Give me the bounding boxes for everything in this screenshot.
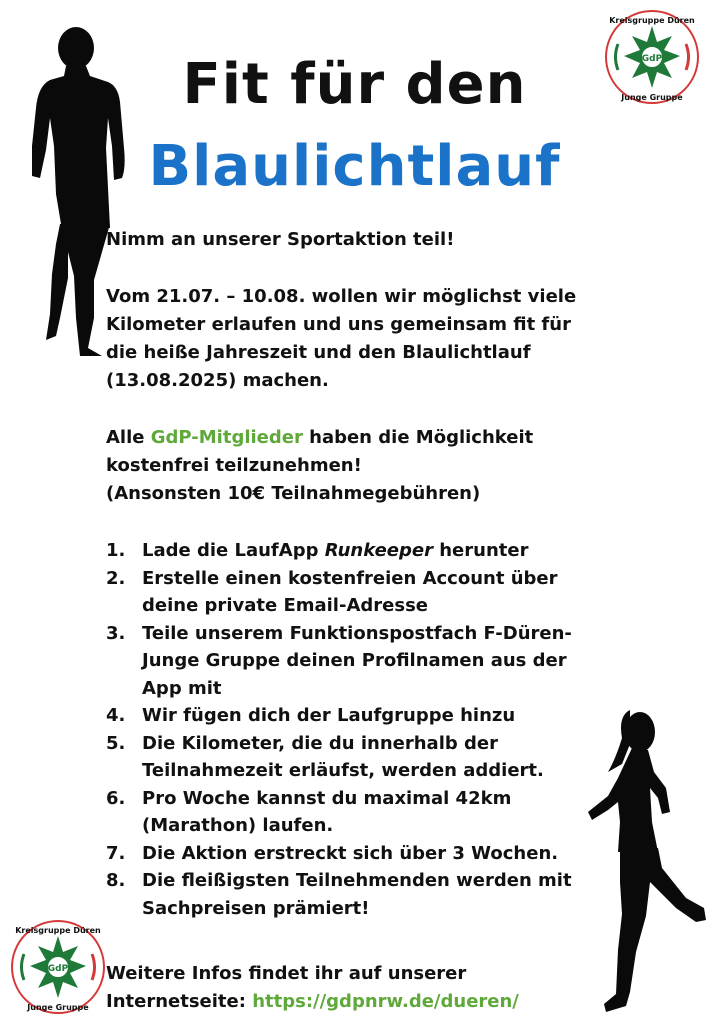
seal-top-text: Kreisgruppe Düren [15,926,101,935]
members-line-1 [106,426,533,449]
list-item-text: Sachpreisen prämiert! [142,897,370,919]
seal-emblem-text: GdP [641,54,663,64]
list-item-number: 6. [106,787,126,809]
steps-list [106,537,572,922]
paragraph-line-3: die heiße Jahreszeit und den Blaulichtlauf [106,342,531,363]
list-item [106,565,572,593]
gdp-seal-bottom-left [10,918,106,1016]
female-runner-silhouette [578,702,708,1017]
paragraph-line-4: (13.08.2025) machen. [106,370,329,391]
list-item-text: Teile unserem Funktionspostfach F-Düren- [142,622,572,644]
list-item-text: Wir fügen dich der Laufgruppe hinzu [142,705,516,726]
members-line-2: kostenfrei teilzunehmen! [106,455,362,476]
list-item [106,537,572,565]
title-line-1: Fit für den [182,52,527,117]
paragraph-line-1: Vom 21.07. – 10.08. wollen wir möglichst viele [106,286,577,307]
seal-bottom-text: Junge Gruppe [27,1003,89,1012]
list-item [106,620,572,648]
list-item-number: 4. [106,705,126,726]
list-item-text: Die Aktion erstreckt sich über 3 Wochen. [142,842,559,864]
list-item-text: Junge Gruppe deinen Profilnamen aus der [142,650,567,671]
list-item [106,840,572,868]
list-item-text: deine private Email-Adresse [142,595,428,616]
seal-emblem-text: GdP [47,964,69,974]
list-item-text: Die fleißigsten Teilnehmenden werden mit [142,870,572,891]
members-prefix: Alle [106,427,151,448]
list-item-continuation [106,592,572,620]
list-item-number: 5. [106,732,126,754]
footer-line-1: Weitere Infos findet ihr auf unserer [106,963,467,984]
members-line-3: (Ansonsten 10€ Teilnahmegebühren) [106,483,481,504]
list-item-text: Pro Woche kannst du maximal 42km [142,787,512,809]
list-item-text: (Marathon) laufen. [142,815,334,836]
list-item-text: App mit [142,677,222,699]
list-item-number: 7. [106,842,126,864]
list-item [106,702,572,730]
list-item-continuation [106,647,572,675]
list-item [106,730,572,758]
intro-text: Nimm an unserer Sportaktion teil! [106,229,455,250]
list-item-continuation [106,895,572,923]
seal-top-text: Kreisgruppe Düren [609,16,695,25]
list-item-number: 8. [106,870,126,891]
list-item-text: Lade die LaufApp Runkeeper herunter [142,540,529,561]
list-item-continuation [106,675,572,703]
list-item-number: 3. [106,622,126,644]
footer-line-2 [106,990,519,1013]
list-item-number: 1. [106,540,126,561]
list-item-number: 2. [106,567,126,589]
list-item-continuation [106,757,572,785]
website-link[interactable]: https://gdpnrw.de/dueren/ [252,991,519,1012]
list-item [106,867,572,895]
list-item-text: Die Kilometer, die du innerhalb der [142,732,498,754]
members-suffix: haben die Möglichkeit [302,427,534,448]
paragraph-line-2: Kilometer erlaufen und uns gemeinsam fit für [106,314,571,335]
title-line-2: Blaulichtlauf [148,134,561,199]
list-item-text: Teilnahmezeit erläufst, werden addiert. [142,760,544,781]
list-item-continuation [106,812,572,840]
app-name: Runkeeper [324,540,433,561]
members-highlight: GdP-Mitglieder [150,427,303,448]
seal-bottom-text: Junge Gruppe [621,93,683,102]
list-item [106,785,572,813]
list-item-text: Erstelle einen kostenfreien Account über [142,567,558,589]
footer-label: Internetseite: [106,991,253,1012]
